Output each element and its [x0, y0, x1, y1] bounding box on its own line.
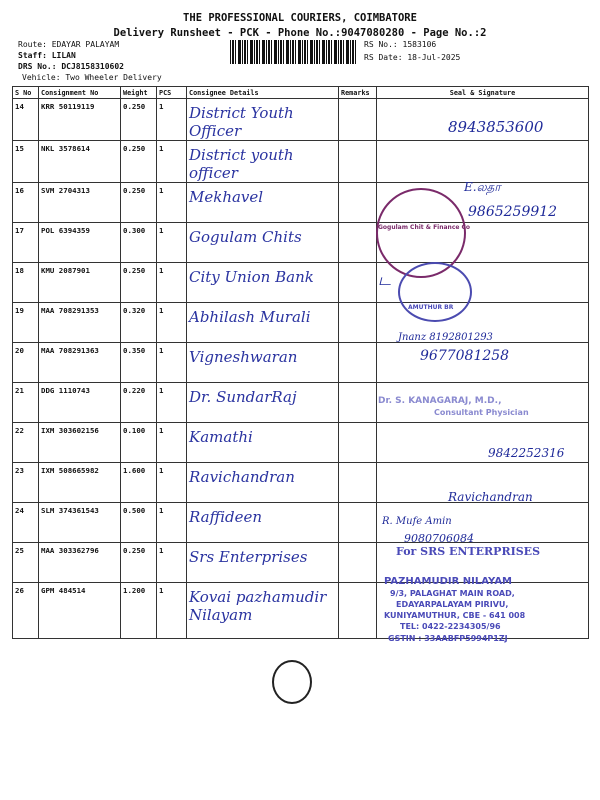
consignee-name: Dr. SundarRaj	[189, 388, 297, 406]
doctor-stamp-name: Dr. S. KANAGARAJ, M.D.,	[378, 396, 502, 406]
col-consignment: Consignment No	[39, 87, 121, 99]
signature-24b: 9080706084	[404, 532, 474, 545]
col-remarks: Remarks	[339, 87, 377, 99]
table-row: 21 DDG 1110743 0.220 1 Dr. SundarRaj	[13, 383, 589, 423]
signature-19: Jnanz 8192801293	[398, 332, 493, 343]
col-pcs: PCS	[157, 87, 187, 99]
col-consignee: Consignee Details	[187, 87, 339, 99]
consignee-name: Vigneshwaran	[189, 348, 298, 366]
staff-label: Staff: LILAN	[18, 51, 76, 60]
table-row: 15 NKL 3578614 0.250 1 District youth officer	[13, 141, 589, 183]
table-row: 19 MAA 708291353 0.320 1 Abhilash Murali	[13, 303, 589, 343]
header-subtitle: Delivery Runsheet - PCK - Phone No.:9047080280 - Page No.:2	[113, 27, 487, 39]
table-row: 14 KRR 50119119 0.250 1 District Youth Officer	[13, 99, 589, 141]
barcode	[230, 40, 356, 64]
bank-stamp-text: AMUTHUR BR	[408, 304, 454, 311]
signature-24: R. Mufe Amin	[382, 516, 452, 527]
rs-number: RS No.: 1583106	[364, 40, 437, 49]
table-header-row	[13, 87, 589, 99]
col-sno: S No	[13, 87, 39, 99]
chit-stamp-text: Gogulam Chit & Finance Co	[378, 224, 471, 231]
col-weight: Weight	[121, 87, 157, 99]
table-row: 20 MAA 708291363 0.350 1 Vigneshwaran	[13, 343, 589, 383]
header-title: THE PROFESSIONAL COURIERS, COIMBATORE	[183, 12, 417, 24]
consignee-name: Ravichandran	[189, 468, 295, 486]
consignee-name: Srs Enterprises	[189, 548, 308, 566]
consignee-name: Kamathi	[189, 428, 253, 446]
signature-18: ட	[378, 270, 391, 289]
table-row: 18 KMU 2087901 0.250 1 City Union Bank	[13, 263, 589, 303]
vehicle-label: Vehicle: Two Wheeler Delivery	[22, 73, 162, 82]
shop-stamp-address2: EDAYARPALAYAM PIRIVU,	[396, 600, 509, 609]
table-row: 22 IXM 303602156 0.100 1 Kamathi	[13, 423, 589, 463]
signature-16b: 9865259912	[468, 204, 558, 220]
drs-number: DRS No.: DCJ8158310602	[18, 62, 124, 71]
shop-stamp-phone: TEL: 0422-2234305/96	[400, 622, 501, 631]
table-row: 26 GPM 484514 1.200 1 Kovai pazhamudir Nilayam	[13, 583, 589, 639]
consignee-name: District youth officer	[189, 146, 294, 182]
table-row: 23 IXM 508665982 1.600 1 Ravichandran	[13, 463, 589, 503]
doctor-stamp-title: Consultant Physician	[434, 408, 529, 417]
consignee-name: Abhilash Murali	[189, 308, 311, 326]
shop-stamp-name: PAZHAMUDIR NILAYAM	[384, 576, 513, 587]
col-signature: Seal & Signature	[377, 87, 589, 99]
consignee-name: Mekhavel	[189, 188, 264, 206]
bank-stamp	[398, 262, 472, 322]
consignee-name: District Youth Officer	[189, 104, 294, 140]
consignee-name: City Union Bank	[189, 268, 314, 286]
signature-23: Ravichandran	[448, 490, 533, 504]
table-row: 17 POL 6394359 0.300 1 Gogulam Chits	[13, 223, 589, 263]
signature-14: 8943853600	[448, 118, 544, 136]
route-label: Route: EDAYAR PALAYAM	[18, 40, 120, 49]
shop-stamp-address3: KUNIYAMUTHUR, CBE - 641 008	[384, 611, 526, 620]
table-row: 24 SLM 374361543 0.500 1 Raffideen	[13, 503, 589, 543]
table-row: 16 SVM 2704313 0.250 1 Mekhavel	[13, 183, 589, 223]
consignee-name: Kovai pazhamudir Nilayam	[189, 588, 327, 624]
signature-16a: E.லதா	[464, 180, 501, 194]
shop-stamp-address1: 9/3, PALAGHAT MAIN ROAD,	[390, 589, 515, 598]
signature-20: 9677081258	[420, 348, 510, 364]
table-row: 25 MAA 303362796 0.250 1 Srs Enterprises	[13, 543, 589, 583]
ink-signature-mark	[272, 660, 312, 704]
consignee-name: Gogulam Chits	[189, 228, 302, 246]
rs-date: RS Date: 18-Jul-2025	[364, 53, 461, 62]
srs-stamp: For SRS ENTERPRISES	[396, 545, 541, 558]
signature-22: 9842252316	[488, 446, 565, 460]
shop-stamp-gstin: GSTIN : 33AABFP5994P1ZJ	[388, 634, 508, 643]
consignee-name: Raffideen	[189, 508, 263, 526]
